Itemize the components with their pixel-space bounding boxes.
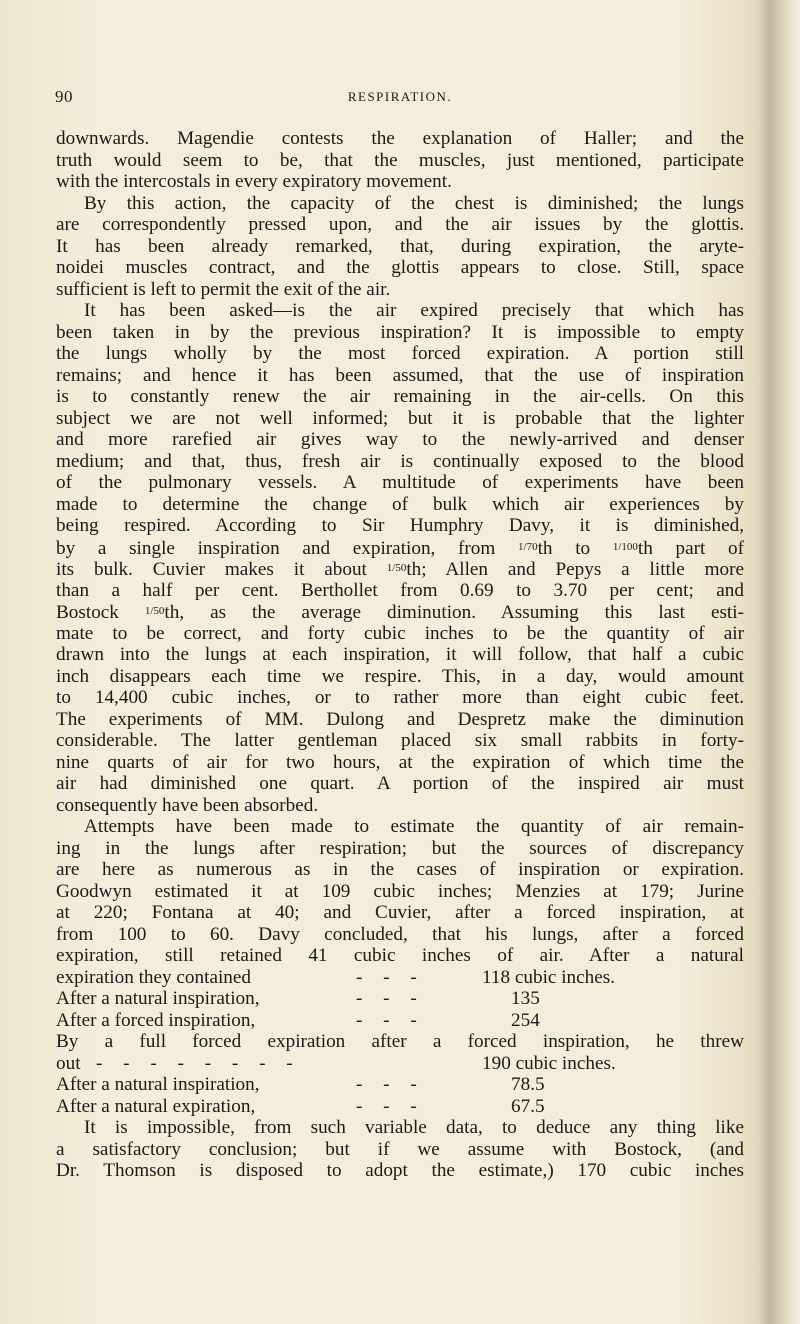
text-line: is to constantly renew the air remaining in the air-cells. On this <box>56 386 744 407</box>
text-line: air had diminished one quart. A portion of the inspired air must <box>56 773 744 794</box>
text-line: Attempts have been made to estimate the quantity of air remain- <box>84 816 744 837</box>
text-line: at 220; Fontana at 40; and Cuvier, after a forced inspiration, at <box>56 902 744 923</box>
text-line: of the pulmonary vessels. A multitude of experiments have been <box>56 472 744 493</box>
text-line: than a half per cent. Berthollet from 0.69 to 3.70 per cent; and <box>56 579 744 601</box>
table-leader: - - - - - - - - <box>96 1052 301 1074</box>
table-value: 190 cubic inches. <box>482 1052 616 1074</box>
text-line: been taken in by the previous inspiration? It is impossible to empty <box>56 321 744 343</box>
text-line: considerable. The latter gentleman placed six small rabbits in forty- <box>56 730 744 751</box>
text-line: ing in the lungs after respiration; but the sources of discrepancy <box>56 837 744 859</box>
text-line: being respired. According to Sir Humphry Davy, it is diminished, <box>56 515 744 536</box>
table-leader: - - - <box>356 988 425 1009</box>
text-line: noidei muscles contract, and the glottis appears to close. Still, space <box>56 257 744 278</box>
text-line: Bostock $^{1/50}$th, as the average diminution. Assuming this last esti- <box>56 602 744 623</box>
table-value: 254 <box>511 1009 540 1031</box>
body-text <box>56 128 744 1182</box>
text-line: and more rarefied air gives way to the newly-arrived and denser <box>56 429 744 450</box>
text-line: It is impossible, from such variable data, to deduce any thing like <box>84 1117 744 1138</box>
text-line: expiration, still retained 41 cubic inches of air. After a natural <box>56 945 744 966</box>
table-value: 135 <box>511 988 540 1009</box>
text-line: consequently have been absorbed. <box>56 794 319 816</box>
text-line: from 100 to 60. Davy concluded, that his lungs, after a forced <box>56 923 744 945</box>
text-line: to 14,400 cubic inches, or to rather more than eight cubic feet. <box>56 687 744 708</box>
table-label: After a forced inspiration, <box>56 1009 256 1031</box>
text-line: By a full forced expiration after a forced inspiration, he threw <box>56 1031 744 1052</box>
text-line: a satisfactory conclusion; but if we assume with Bostock, (and <box>56 1138 744 1160</box>
running-title: RESPIRATION. <box>347 89 453 104</box>
text-line: sufficient is left to permit the exit of the air. <box>56 278 391 300</box>
table-label: After a natural expiration, <box>56 1095 256 1117</box>
text-line: its bulk. Cuvier makes it about $^{1/50}$th; Allen and Pepys a little more <box>56 559 744 580</box>
page-number: 90 <box>55 87 73 106</box>
table-leader: - - - <box>356 1074 425 1095</box>
text-line: inch disappears each time we respire. This, in a day, would amount <box>56 665 744 687</box>
table-row <box>56 967 744 989</box>
table-row <box>56 1053 744 1075</box>
text-line: mate to be correct, and forty cubic inches to be the quantity of air <box>56 622 744 644</box>
table-leader: - - - <box>356 1095 425 1117</box>
text-line: by a single inspiration and expiration, from $^{1/70}$th to $^{1/100}$th part of <box>56 537 744 559</box>
text-line: made to determine the change of bulk which air experiences by <box>56 493 744 515</box>
table-value: 78.5 <box>511 1074 545 1095</box>
table-label: expiration they contained <box>56 966 252 988</box>
text-line: the lungs wholly by the most forced expiration. A portion still <box>56 343 744 364</box>
text-line: are correspondently pressed upon, and the air issues by the glottis. <box>56 214 744 235</box>
table-label: After a natural inspiration, <box>56 988 260 1009</box>
page-gutter-shadow <box>758 0 800 1324</box>
text-line: By this action, the capacity of the chest is diminished; the lungs <box>84 192 744 214</box>
text-line: The experiments of MM. Dulong and Despretz make the diminution <box>56 708 744 730</box>
table-leader: - - - <box>356 966 425 988</box>
text-line: are here as numerous as in the cases of inspiration or expiration. <box>56 859 744 880</box>
table-label: After a natural inspiration, <box>56 1074 260 1095</box>
table-value: 118 cubic inches. <box>482 966 616 988</box>
table-leader: - - - <box>356 1009 425 1031</box>
text-line: downwards. Magendie contests the explanation of Haller; and the <box>56 128 744 149</box>
table-value: 67.5 <box>511 1095 545 1117</box>
table-row <box>56 988 744 1010</box>
text-line: with the intercostals in every expiratory movement. <box>56 171 452 192</box>
table-row <box>56 1096 744 1118</box>
table-row <box>56 1010 744 1032</box>
text-line: It has been already remarked, that, during expiration, the aryte- <box>56 235 744 257</box>
text-line: medium; and that, thus, fresh air is continually exposed to the blood <box>56 450 744 472</box>
table-row <box>56 1074 744 1096</box>
running-head <box>55 87 745 111</box>
text-line: subject we are not well informed; but it is probable that the lighter <box>56 407 744 429</box>
text-line: Goodwyn estimated it at 109 cubic inches; Menzies at 179; Jurine <box>56 880 744 902</box>
table-label: out <box>56 1052 81 1074</box>
text-line: remains; and hence it has been assumed, that the use of inspiration <box>56 364 744 386</box>
text-line: truth would seem to be, that the muscles, just mentioned, participate <box>56 149 744 171</box>
text-line: It has been asked—is the air expired precisely that which has <box>84 300 744 321</box>
text-line: nine quarts of air for two hours, at the expiration of which time the <box>56 751 744 773</box>
text-line: drawn into the lungs at each inspiration, it will follow, that half a cubic <box>56 644 744 665</box>
text-line: Dr. Thomson is disposed to adopt the estimate,) 170 cubic inches <box>56 1160 744 1181</box>
